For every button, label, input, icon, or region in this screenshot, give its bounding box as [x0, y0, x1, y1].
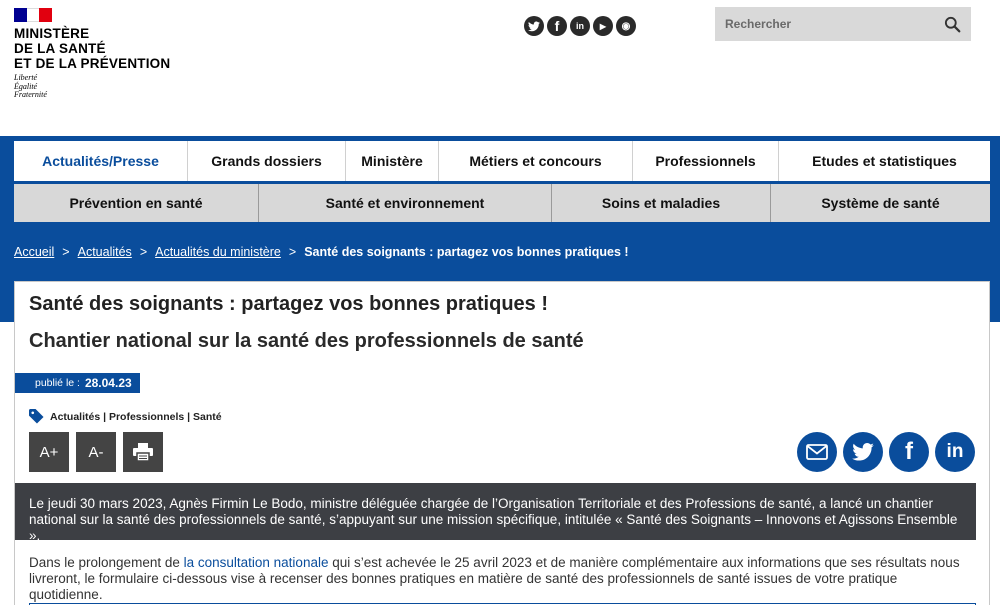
breadcrumb-accueil[interactable]: Accueil: [14, 245, 55, 259]
breadcrumb-current: Santé des soignants : partagez vos bonnes pratiques !: [304, 245, 629, 259]
print-button[interactable]: [123, 432, 163, 472]
article-intro: Le jeudi 30 mars 2023, Agnès Firmin Le Bodo, ministre déléguée chargée de l’Organisation Territoriale et des Professions de santé, a lancé un chantier national sur la santé des professionnels de santé, s’appuyant sur une mission spécifique, intitulée « Santé des Soignants – Innovons et Agissons Ensemble ».: [15, 483, 976, 540]
tags-text[interactable]: Actualités | Professionnels | Santé: [50, 410, 222, 423]
nav-item-actualites[interactable]: Actualités/Presse: [14, 141, 188, 181]
page-subtitle: Chantier national sur la santé des professionnels de santé: [29, 330, 584, 352]
social-links: [524, 16, 636, 36]
facebook-share-icon[interactable]: f: [889, 432, 929, 472]
youtube-icon[interactable]: ▶: [593, 16, 613, 36]
nav-item-environnement[interactable]: Santé et environnement: [259, 184, 552, 222]
nav-item-ministere[interactable]: Ministère: [346, 141, 439, 181]
article-card: [14, 281, 990, 605]
nav-item-professionnels[interactable]: Professionnels: [633, 141, 779, 181]
search-input[interactable]: [725, 17, 944, 31]
ministry-name: MINISTÈRE DE LA SANTÉ ET DE LA PRÉVENTION: [14, 26, 171, 71]
tag-icon: [29, 409, 44, 424]
page-title: Santé des soignants : partagez vos bonnes pratiques !: [29, 293, 548, 315]
publication-date-badge: [15, 373, 140, 393]
ministry-logo[interactable]: [14, 8, 170, 100]
republic-motto: Liberté Égalité Fraternité: [14, 73, 47, 99]
text-tools: [29, 432, 163, 472]
nav-item-grands-dossiers[interactable]: Grands dossiers: [188, 141, 346, 181]
breadcrumb-actualites[interactable]: Actualités: [77, 245, 132, 259]
search-icon[interactable]: [944, 16, 961, 33]
search-bar: [715, 7, 971, 41]
secondary-nav: [14, 184, 990, 222]
increase-font-button[interactable]: A+: [29, 432, 69, 472]
linkedin-share-icon[interactable]: in: [935, 432, 975, 472]
twitter-icon[interactable]: [524, 16, 544, 36]
linkedin-icon[interactable]: in: [570, 16, 590, 36]
breadcrumb-separator: >: [139, 245, 148, 259]
decrease-font-button[interactable]: A-: [76, 432, 116, 472]
nav-item-systeme[interactable]: Système de santé: [821, 195, 940, 211]
published-label: publié le :: [35, 377, 80, 389]
breadcrumb: [14, 245, 629, 259]
published-date: 28.04.23: [84, 376, 132, 390]
breadcrumb-actualites-ministere[interactable]: Actualités du ministère: [155, 245, 281, 259]
twitter-share-icon[interactable]: [843, 432, 883, 472]
email-share-icon[interactable]: [797, 432, 837, 472]
article-tags: [29, 409, 222, 424]
article-body: Dans le prolongement de la consultation nationale qui s’est achevée le 25 avril 2023 et de manière complémentaire aux informations que ses résultats nous livreront, le formulaire ci-dessous vise à recenser des bonnes pratiques en matière de santé des professionnels de santé issues de votre pratique quotidienne.: [29, 555, 960, 602]
breadcrumb-separator: >: [288, 245, 297, 259]
nav-item-prevention[interactable]: Prévention en santé: [14, 184, 259, 222]
breadcrumb-separator: >: [62, 245, 70, 259]
share-buttons: [797, 432, 975, 472]
facebook-icon[interactable]: f: [547, 16, 567, 36]
nav-item-etudes[interactable]: Etudes et statistiques: [812, 153, 957, 169]
nav-item-metiers[interactable]: Métiers et concours: [439, 141, 633, 181]
french-flag-icon: [14, 8, 52, 22]
primary-nav: [14, 141, 990, 181]
nav-item-soins[interactable]: Soins et maladies: [552, 184, 771, 222]
rss-icon[interactable]: ◉: [616, 16, 636, 36]
consultation-link[interactable]: la consultation nationale: [183, 555, 329, 570]
print-icon: [133, 443, 153, 461]
